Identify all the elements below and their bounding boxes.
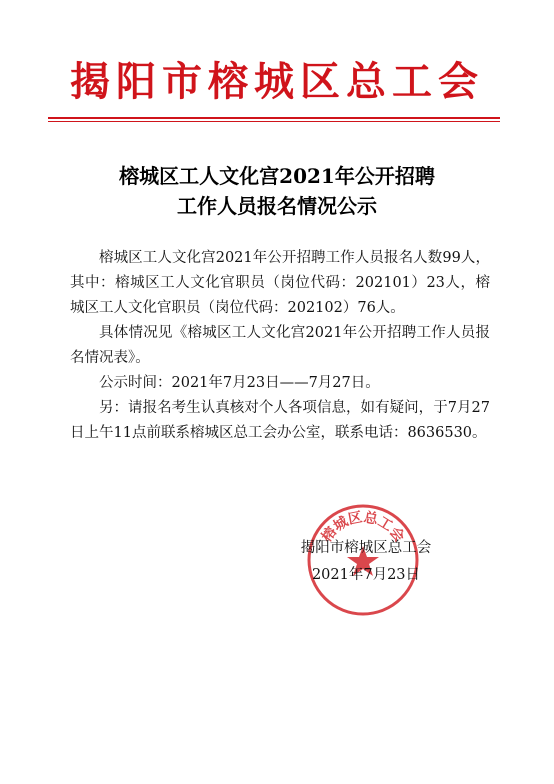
svg-text:榕城区总工会: 榕城区总工会 [318,509,408,546]
notice-title-line2: 工作人员报名情况公示 [177,194,377,218]
paragraph-applicants: 榕城区工人文化宫2021年公开招聘工作人员报名人数99人，其中：榕城区工人文化官职员（岗位代码：202101）23人，榕城区工人文化官职员（岗位代码：202102）76人。 [70,250,490,316]
letterhead-rule [48,117,500,119]
signature-organization: 揭阳市榕城区总工会 [300,540,432,556]
signature-date: 2021年7月23日 [311,567,421,583]
letterhead-rule-thin [48,121,500,122]
notice-title-line1: 榕城区工人文化宫2021年公开招聘 [119,164,435,188]
paragraph-contact: 另：请报名考生认真核对个人各项信息，如有疑问，于7月27日上午11点前联系榕城区总工会办公室，联系电话：8636530。 [70,400,490,441]
paragraph-details: 具体情况见《榕城区工人文化宫2021年公开招聘工作人员报名情况表》。 [70,325,490,366]
notice-body [70,246,490,446]
paragraph-period: 公示时间：2021年7月23日——7月27日。 [99,375,380,391]
letterhead-title: 揭阳市榕城区总工会 [70,58,484,105]
